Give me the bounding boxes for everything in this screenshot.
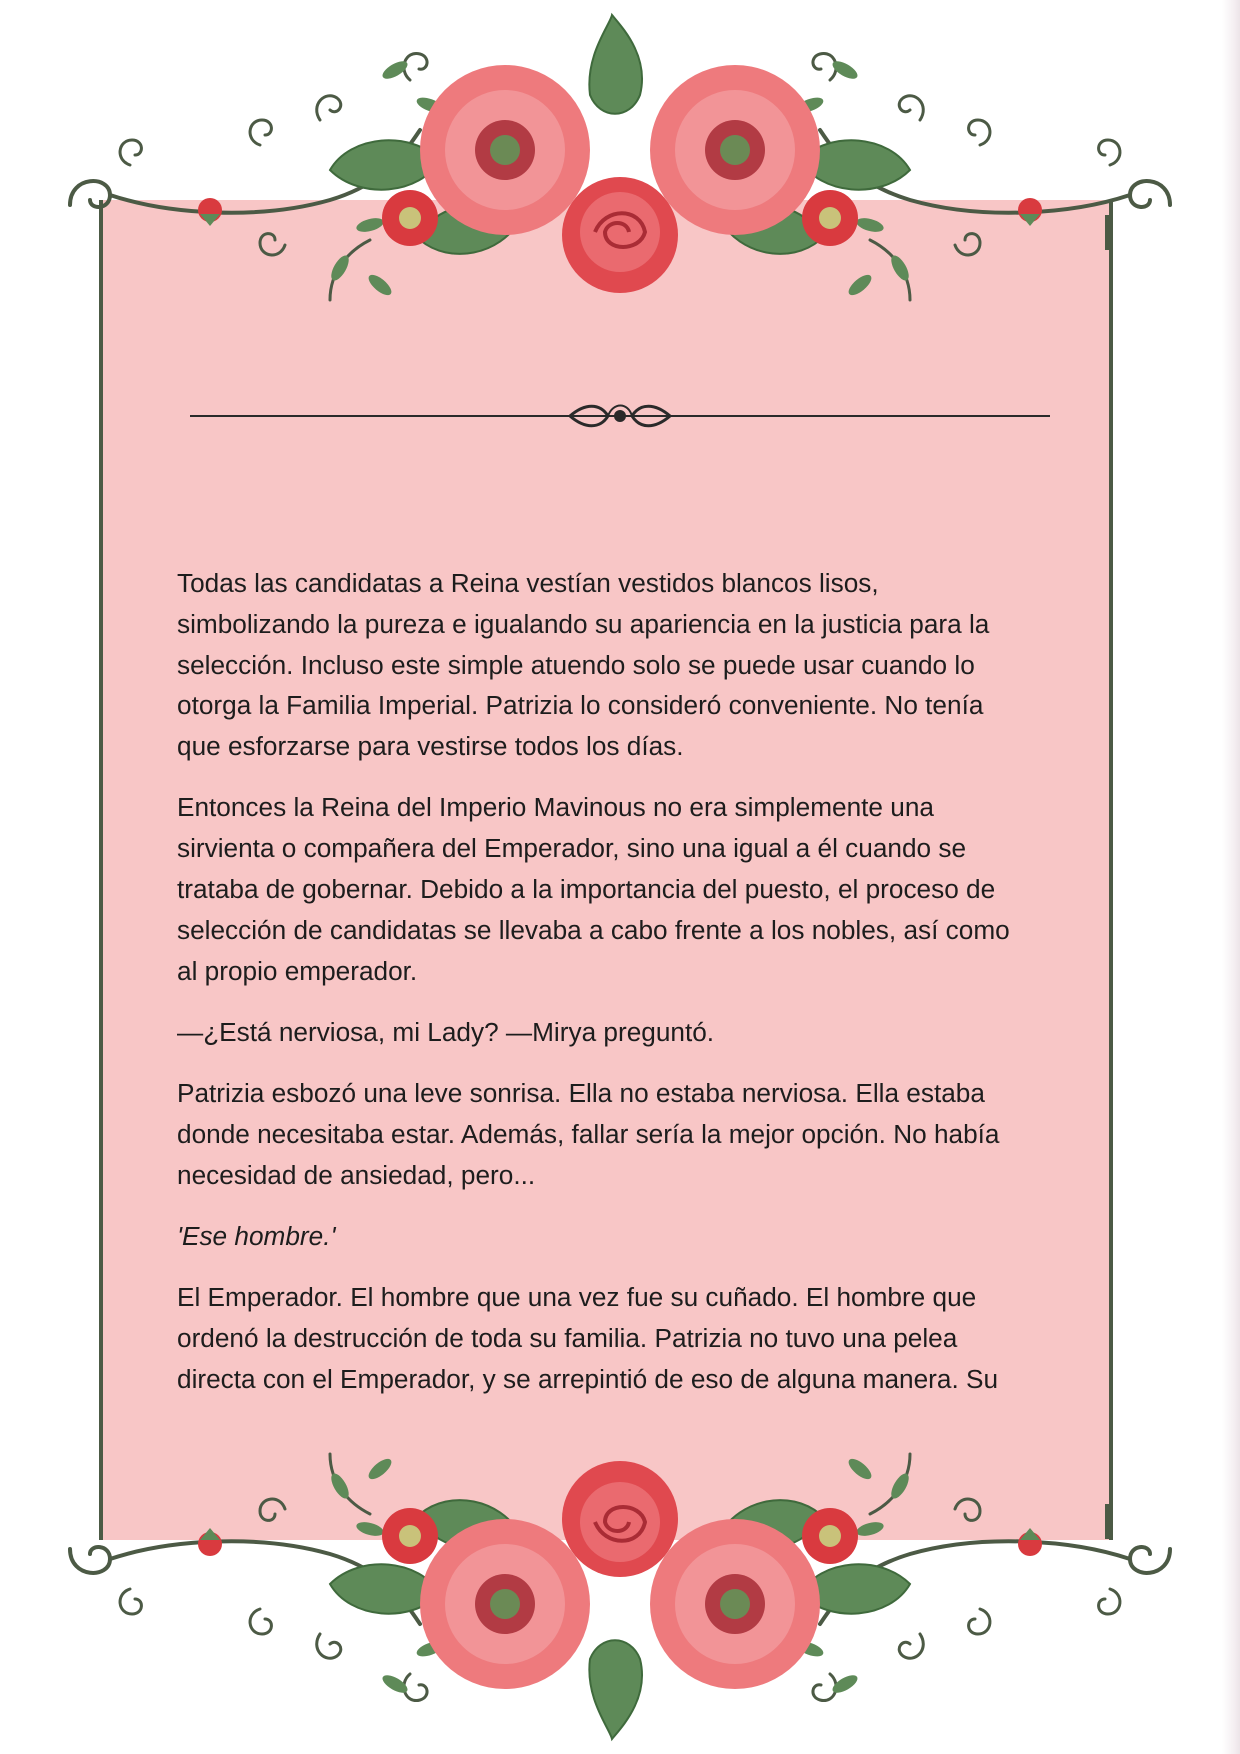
- text-line: ordenó la destrucción de toda su familia. Patrizia no tuvo una pelea: [177, 1323, 958, 1354]
- text-line: directa con el Emperador, y se arrepintió de eso de alguna manera. Su: [177, 1364, 999, 1395]
- text-line: trataba de gobernar. Debido a la importancia del puesto, el proceso de: [177, 874, 996, 905]
- floral-border-top: [0, 0, 1240, 360]
- paragraph: [177, 1073, 1067, 1195]
- text-line: otorga la Familia Imperial. Patrizia lo consideró conveniente. No tenía: [177, 690, 984, 721]
- text-line: sirvienta o compañera del Emperador, sino una igual a él cuando se: [177, 833, 967, 864]
- text-line: donde necesitaba estar. Además, fallar sería la mejor opción. No había: [177, 1119, 1000, 1150]
- flourish-divider: [190, 395, 1050, 441]
- text-line: simbolizando la pureza e igualando su apariencia en la justicia para la: [177, 608, 990, 639]
- text-line: Patrizia esbozó una leve sonrisa. Ella no estaba nerviosa. Ella estaba: [177, 1078, 985, 1109]
- text-line: necesidad de ansiedad, pero...: [177, 1159, 536, 1190]
- text-line: selección de candidatas se llevaba a cabo frente a los nobles, así como: [177, 914, 1010, 945]
- text-line: El Emperador. El hombre que una vez fue su cuñado. El hombre que: [177, 1282, 977, 1313]
- story-text: [177, 563, 1067, 1420]
- floral-border-bottom: [0, 1394, 1240, 1754]
- text-line: 'Ese hombre.': [177, 1221, 336, 1252]
- paragraph: [177, 563, 1067, 767]
- text-line: Entonces la Reina del Imperio Mavinous no era simplemente una: [177, 792, 934, 823]
- text-line: selección. Incluso este simple atuendo solo se puede usar cuando lo: [177, 649, 975, 680]
- text-line: que esforzarse para vestirse todos los días.: [177, 731, 684, 762]
- text-line: —¿Está nerviosa, mi Lady? —Mirya preguntó.: [177, 1016, 715, 1047]
- paragraph: [177, 1216, 1067, 1257]
- text-line: Todas las candidatas a Reina vestían vestidos blancos lisos,: [177, 568, 879, 598]
- paragraph: [177, 1012, 1067, 1053]
- paragraph: [177, 787, 1067, 991]
- paragraph: [177, 1277, 1067, 1399]
- text-line: al propio emperador.: [177, 955, 418, 986]
